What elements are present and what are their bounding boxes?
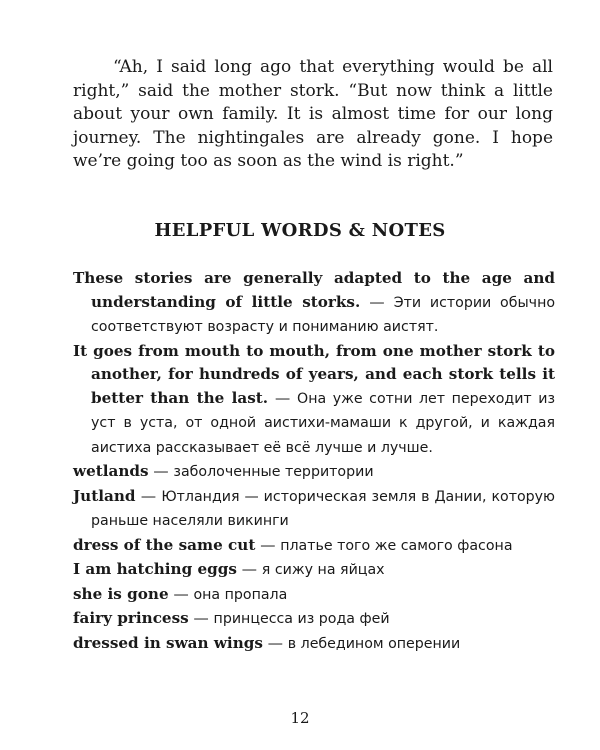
note-term: dressed in swan wings: [73, 633, 263, 652]
note-term: Jutland: [73, 486, 136, 505]
notes-list: [73, 267, 555, 656]
note-entry: [73, 632, 555, 657]
note-term: dress of the same cut: [73, 535, 256, 554]
note-term: fairy princess: [73, 609, 189, 627]
note-term: It goes from mouth to mouth, from one mother stork to another, for hundreds of years, and each stork tells it better than the last.: [73, 341, 555, 407]
note-entry: [73, 340, 555, 461]
note-dash: —: [193, 609, 209, 627]
note-term: wetlands: [73, 462, 149, 480]
note-entry: [73, 267, 555, 340]
note-translation: заболоченные территории: [173, 464, 374, 480]
note-translation: Эти истории обычно соответствуют возрасту и пониманию аистят.: [91, 294, 556, 335]
page-number: 12: [290, 709, 310, 727]
story-paragraph: “Ah, I said long ago that everything would be all right,” said the mother stork. “But now think a little about your own family. It is almost time for our long journey. The nightingales are already gone. I hope we’re going too as soon as the wind is right.”: [73, 57, 553, 171]
note-entry: [73, 534, 555, 559]
note-translation: я сижу на яйцах: [261, 562, 385, 578]
note-dash: —: [369, 292, 385, 311]
note-dash: —: [260, 535, 276, 554]
note-dash: —: [267, 633, 283, 652]
story-text: [73, 56, 553, 174]
note-translation: платье того же самого фасона: [280, 537, 513, 554]
note-dash: —: [173, 584, 189, 603]
note-translation: в лебедином оперении: [287, 635, 461, 652]
note-dash: —: [153, 462, 169, 480]
note-term: These stories are generally adapted to the age and understanding of little storks.: [73, 269, 555, 311]
note-entry: [73, 607, 555, 632]
note-translation: Она уже сотни лет переходит из уст в уста, от одной аистихи-мамаши к другой, и каждая аистиха рассказывает её всё лучше и лучше.: [91, 390, 556, 456]
note-dash: —: [274, 388, 291, 407]
note-translation: принцесса из рода фей: [213, 611, 390, 627]
note-term: she is gone: [73, 584, 169, 603]
note-entry: [73, 558, 555, 583]
section-heading: HELPFUL WORDS & NOTES: [154, 220, 446, 241]
note-translation: она пропала: [193, 586, 288, 603]
note-term: I am hatching eggs: [73, 560, 237, 578]
note-entry: [73, 460, 555, 485]
note-dash: —: [241, 560, 257, 578]
note-dash: —: [140, 486, 157, 505]
note-translation: Ютландия — историческая земля в Дании, которую раньше населяли викинги: [91, 488, 556, 529]
note-entry: [73, 583, 555, 608]
note-entry: [73, 485, 555, 534]
